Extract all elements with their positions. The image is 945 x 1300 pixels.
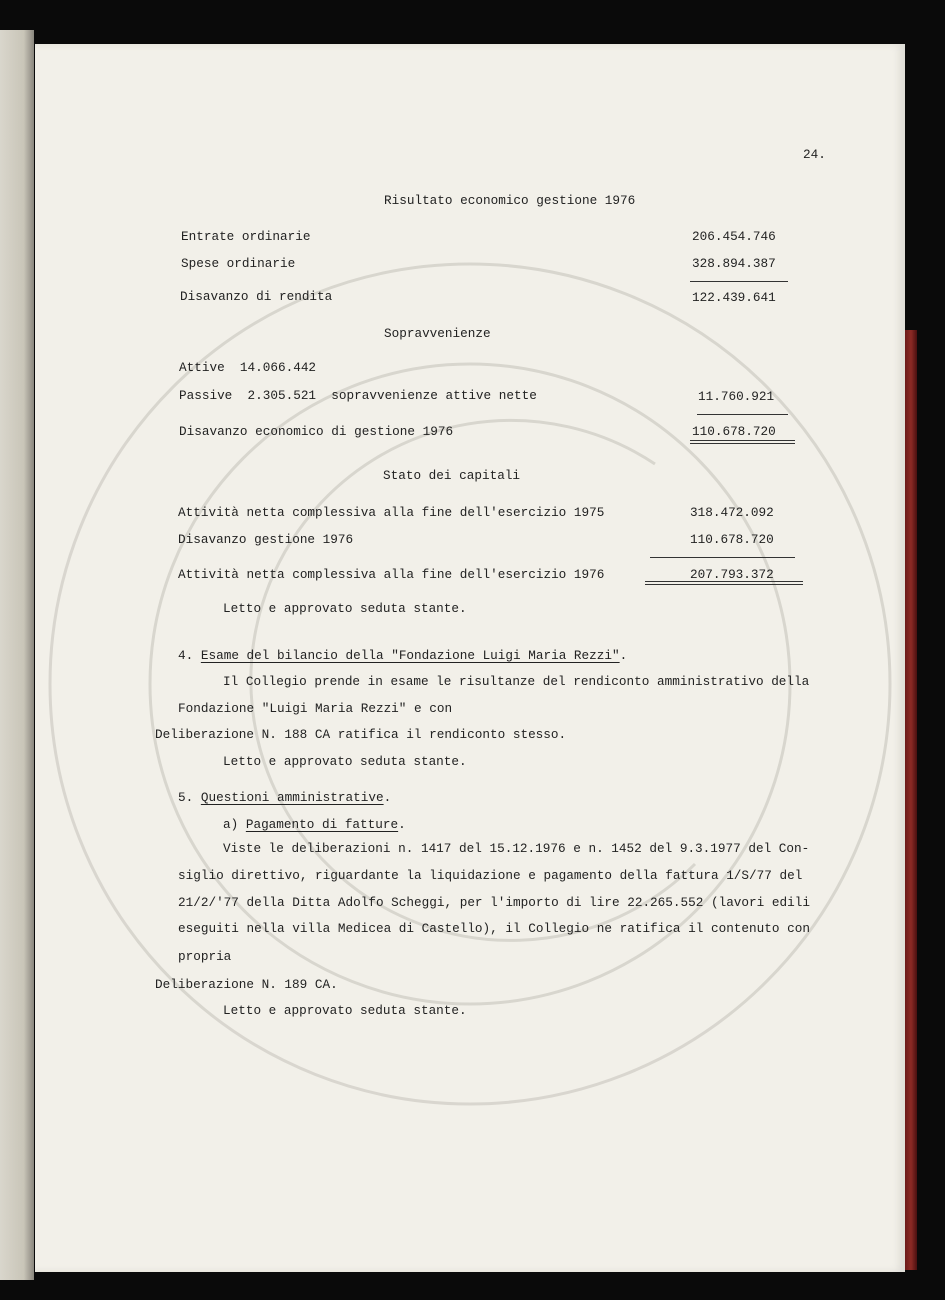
page-number: 24. bbox=[803, 147, 826, 162]
double-rule bbox=[645, 581, 803, 585]
disavanzo-rendita-value: 122.439.641 bbox=[692, 290, 776, 305]
heading-period: . bbox=[398, 817, 406, 832]
entrate-value: 206.454.746 bbox=[692, 229, 776, 244]
approved-note: Letto e approvato seduta stante. bbox=[223, 1003, 467, 1018]
disavanzo-gestione-value: 110.678.720 bbox=[690, 532, 774, 547]
attivita-1976-label: Attività netta complessiva alla fine dell'esercizio 1976 bbox=[178, 567, 605, 582]
heading-period: . bbox=[383, 790, 392, 805]
subsection-title: Pagamento di fatture bbox=[245, 817, 399, 832]
disavanzo-gestione-label: Disavanzo gestione 1976 bbox=[178, 532, 354, 547]
spese-label: Spese ordinarie bbox=[181, 256, 296, 271]
paragraph-line: eseguiti nella villa Medicea di Castello), il Collegio ne ratifica il contenuto con bbox=[178, 921, 810, 936]
attive-line: Attive 14.066.442 bbox=[179, 360, 317, 375]
paragraph-line: 21/2/'77 della Ditta Adolfo Scheggi, per l'importo di lire 22.265.552 (lavori edili bbox=[178, 895, 810, 910]
paragraph-line: siglio direttivo, riguardante la liquidazione e pagamento della fattura 1/S/77 del bbox=[178, 868, 803, 883]
section-title: Questioni amministrative bbox=[200, 790, 384, 805]
disavanzo-economico-value: 110.678.720 bbox=[692, 424, 776, 439]
deliberation-line: Deliberazione N. 189 CA. bbox=[155, 977, 338, 992]
attivita-1975-value: 318.472.092 bbox=[690, 505, 774, 520]
sum-rule bbox=[690, 281, 788, 282]
double-rule bbox=[690, 440, 795, 444]
paragraph-line: Fondazione "Luigi Maria Rezzi" e con bbox=[178, 701, 453, 716]
section-title-risultato: Risultato economico gestione 1976 bbox=[384, 193, 636, 208]
section-number: 4. bbox=[178, 648, 194, 663]
heading-period: . bbox=[619, 648, 628, 663]
attivita-1976-value: 207.793.372 bbox=[690, 567, 774, 582]
passive-line: Passive 2.305.521 sopravvenienze attive nette bbox=[179, 388, 537, 403]
paragraph-line: Viste le deliberazioni n. 1417 del 15.12.1976 e n. 1452 del 9.3.1977 del Con- bbox=[223, 841, 810, 856]
attivita-1975-label: Attività netta complessiva alla fine dell'esercizio 1975 bbox=[178, 505, 605, 520]
entrate-label: Entrate ordinarie bbox=[181, 229, 311, 244]
nette-value: 11.760.921 bbox=[698, 389, 775, 404]
disavanzo-rendita-label: Disavanzo di rendita bbox=[180, 289, 333, 304]
section-title: Esame del bilancio della "Fondazione Luigi Maria Rezzi" bbox=[200, 648, 620, 663]
disavanzo-economico-label: Disavanzo economico di gestione 1976 bbox=[179, 424, 454, 439]
section-5-heading bbox=[178, 790, 391, 806]
approved-note: Letto e approvato seduta stante. bbox=[223, 754, 467, 769]
deliberation-line: Deliberazione N. 188 CA ratifica il rendiconto stesso. bbox=[155, 727, 567, 742]
section-number: 5. bbox=[178, 790, 194, 805]
paragraph-line: propria bbox=[178, 949, 232, 964]
section-title-stato: Stato dei capitali bbox=[383, 468, 521, 483]
subsection-prefix: a) bbox=[223, 817, 246, 832]
paragraph-line: Il Collegio prende in esame le risultanze del rendiconto amministrativo della bbox=[223, 674, 810, 689]
previous-page-edge bbox=[0, 30, 34, 1280]
subsection-heading bbox=[223, 817, 406, 833]
book-binding bbox=[905, 330, 917, 1270]
approved-note: Letto e approvato seduta stante. bbox=[223, 601, 467, 616]
sum-rule bbox=[697, 414, 788, 415]
sum-rule bbox=[650, 557, 795, 558]
spese-value: 328.894.387 bbox=[692, 256, 776, 271]
section-title-sopravvenienze: Sopravvenienze bbox=[384, 326, 491, 341]
section-4-heading bbox=[178, 648, 627, 664]
